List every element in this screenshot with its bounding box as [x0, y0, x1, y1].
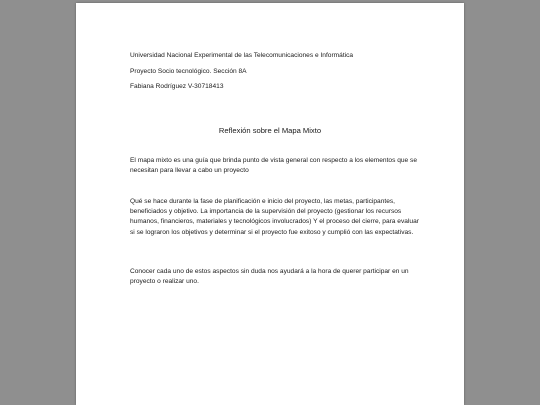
paragraph-2: Qué se hace durante la fase de planificación e inicio del proyecto, las metas, participantes, beneficiados y objetivo. La importancia de la supervisión del proyecto (gestionar los recursos humanos, financieros, materiales y tecnológicos involucrados) Y el proceso del cierre, para evaluar si se lograron los objetivos y determinar si el proyecto fue exitoso y cumplió con las expectativas.	[130, 198, 419, 236]
document-title: Reflexión sobre el Mapa Mixto	[218, 126, 322, 135]
paragraph-3: Conocer cada uno de estos aspectos sin duda nos ayudará a la hora de querer participar en un proyecto o realizar uno.	[130, 268, 409, 286]
document-page[interactable]	[76, 3, 464, 405]
paragraph-1: El mapa mixto es una guía que brinda punto de vista general con respecto a los elementos que se necesitan para llevar a cabo un proyecto	[130, 157, 418, 175]
header-university: Universidad Nacional Experimental de las Telecomunicaciones e Informática	[130, 52, 354, 59]
header-project-section: Proyecto Socio tecnológico. Sección 8A	[130, 68, 247, 75]
header-author: Fabiana Rodríguez V-30718413	[130, 83, 224, 90]
